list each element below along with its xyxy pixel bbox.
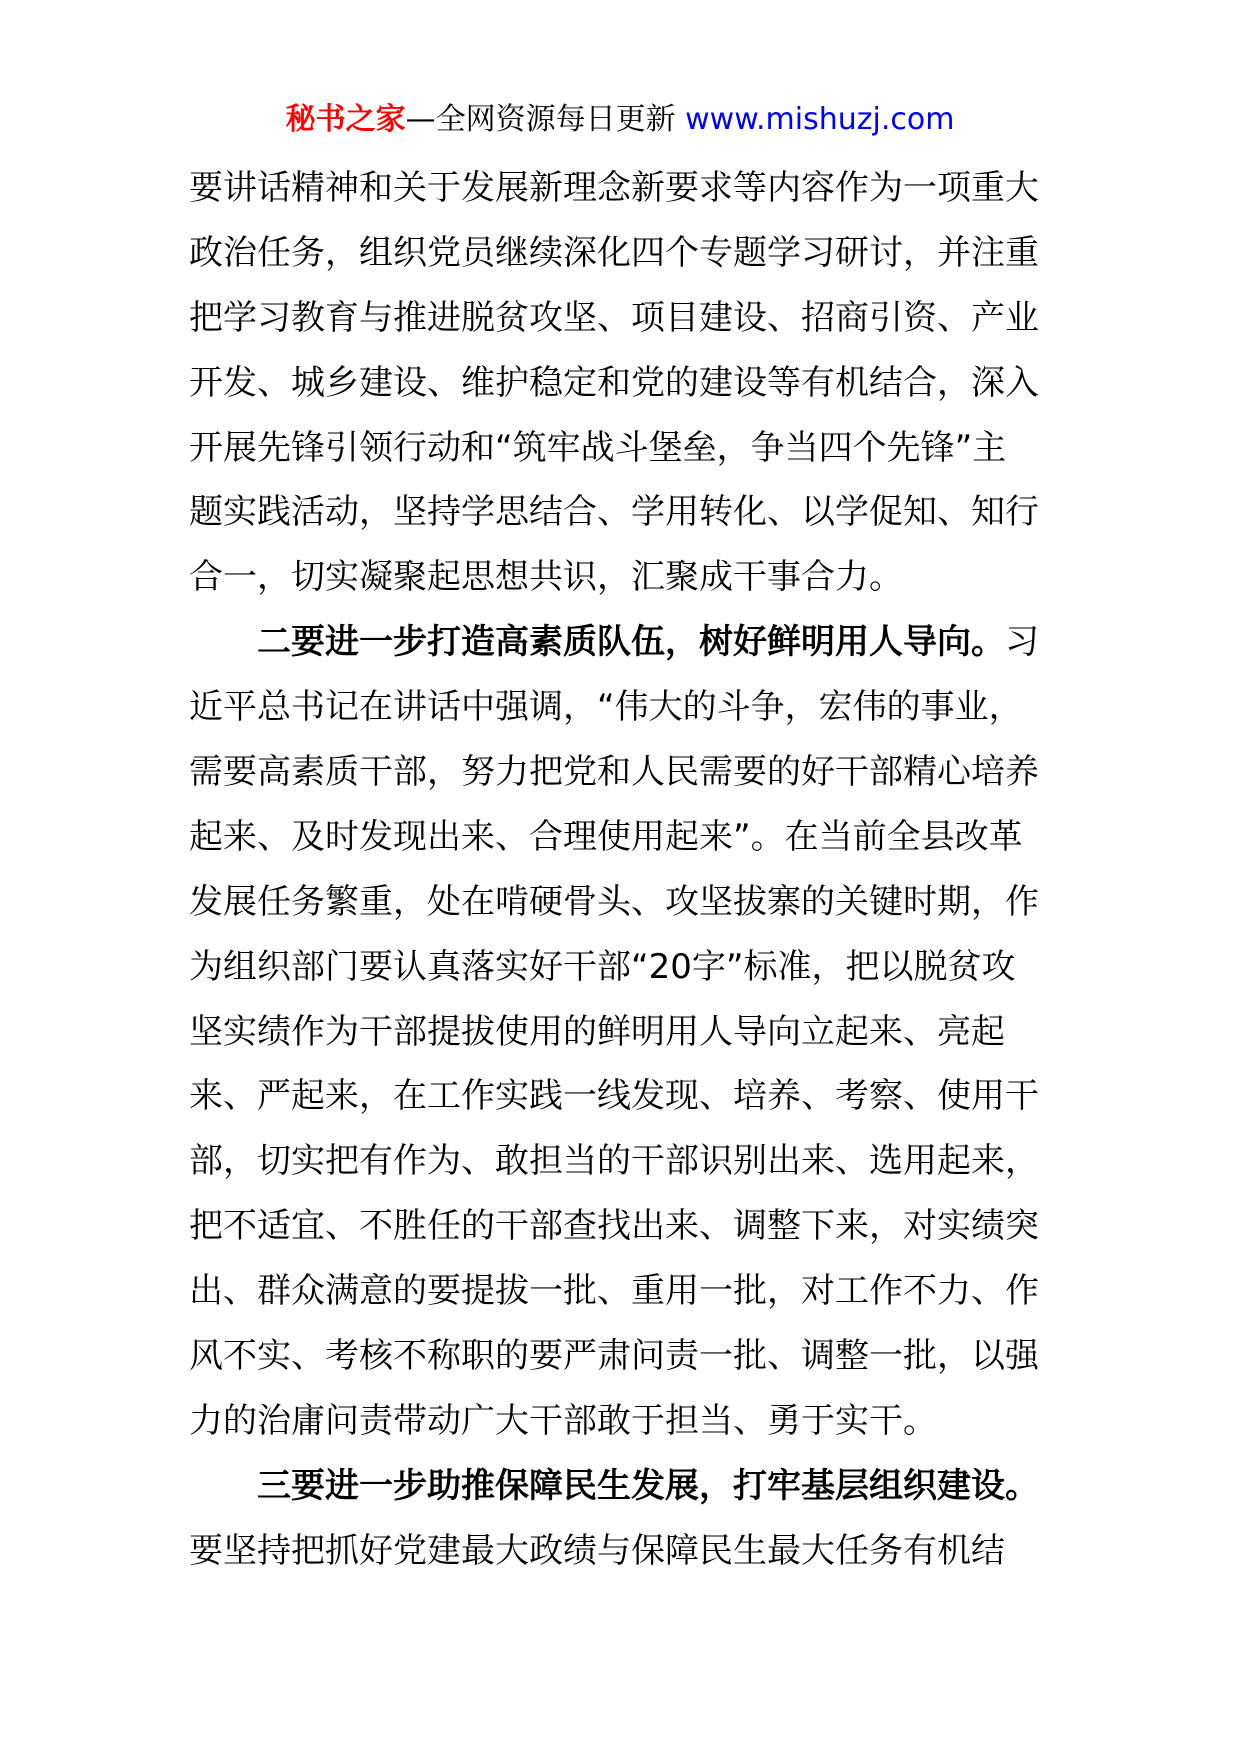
text-line: 需要高素质干部，努力把党和人民需要的好干部精心培养 (189, 752, 1039, 793)
section-heading-line: 二要进一步打造高素质队伍，树好鲜明用人导向。习 (257, 622, 1039, 663)
text-line: 政治任务，组织党员继续深化四个专题学习研讨，并注重 (189, 232, 1039, 273)
text-line: 力的治庸问责带动广大干部敢于担当、勇于实干。 (189, 1400, 937, 1441)
text-line: 开发、城乡建设、维护稳定和党的建设等有机结合，深入 (189, 362, 1039, 403)
text-line: 出、群众满意的要提拔一批、重用一批，对工作不力、作 (189, 1271, 1039, 1312)
text-line: 题实践活动，坚持学思结合、学用转化、以学促知、知行 (189, 492, 1039, 533)
text-line: 为组织部门要认真落实好干部“20字”标准，把以脱贫攻 (189, 946, 1016, 987)
text-line: 起来、及时发现出来、合理使用起来”。在当前全县改革 (189, 816, 1023, 857)
text-line: 把学习教育与推进脱贫攻坚、项目建设、招商引资、产业 (189, 297, 1039, 338)
section-heading: 二要进一步打造高素质队伍，树好鲜明用人导向。 (257, 622, 1005, 663)
text-line: 合一，切实凝聚起思想共识，汇聚成干事合力。 (189, 557, 903, 598)
document-body (189, 156, 1059, 1584)
site-brand: 秘书之家 (285, 102, 406, 137)
text-line: 来、严起来，在工作实践一线发现、培养、考察、使用干 (189, 1076, 1039, 1117)
text-line: 把不适宜、不胜任的干部查找出来、调整下来，对实绩突 (189, 1206, 1039, 1247)
text-line: 风不实、考核不称职的要严肃问责一批、调整一批，以强 (189, 1336, 1039, 1377)
site-tagline: —全网资源每日更新 (405, 102, 676, 137)
text-line: 要坚持把抓好党建最大政绩与保障民生最大任务有机结 (189, 1530, 1005, 1571)
text-line: 部，切实把有作为、敢担当的干部识别出来、选用起来， (189, 1141, 1039, 1182)
site-url-link[interactable]: www.mishuzj.com (685, 102, 955, 137)
text-line: 开展先锋引领行动和“筑牢战斗堡垒，争当四个先锋”主 (189, 427, 1007, 468)
section-heading-line (189, 1454, 1059, 1519)
text-line: 近平总书记在讲话中强调，“伟大的斗争，宏伟的事业， (189, 687, 1023, 728)
section-heading: 三要进一步助推保障民生发展，打牢基层组织建设。 (257, 1465, 1039, 1506)
page-header (0, 100, 1240, 140)
text-line: 发展任务繁重，处在啃硬骨头、攻坚拔寨的关键时期，作 (189, 881, 1039, 922)
text-line: 要讲话精神和关于发展新理念新要求等内容作为一项重大 (189, 168, 1039, 208)
text-line: 坚实绩作为干部提拔使用的鲜明用人导向立起来、亮起 (189, 1011, 1005, 1052)
